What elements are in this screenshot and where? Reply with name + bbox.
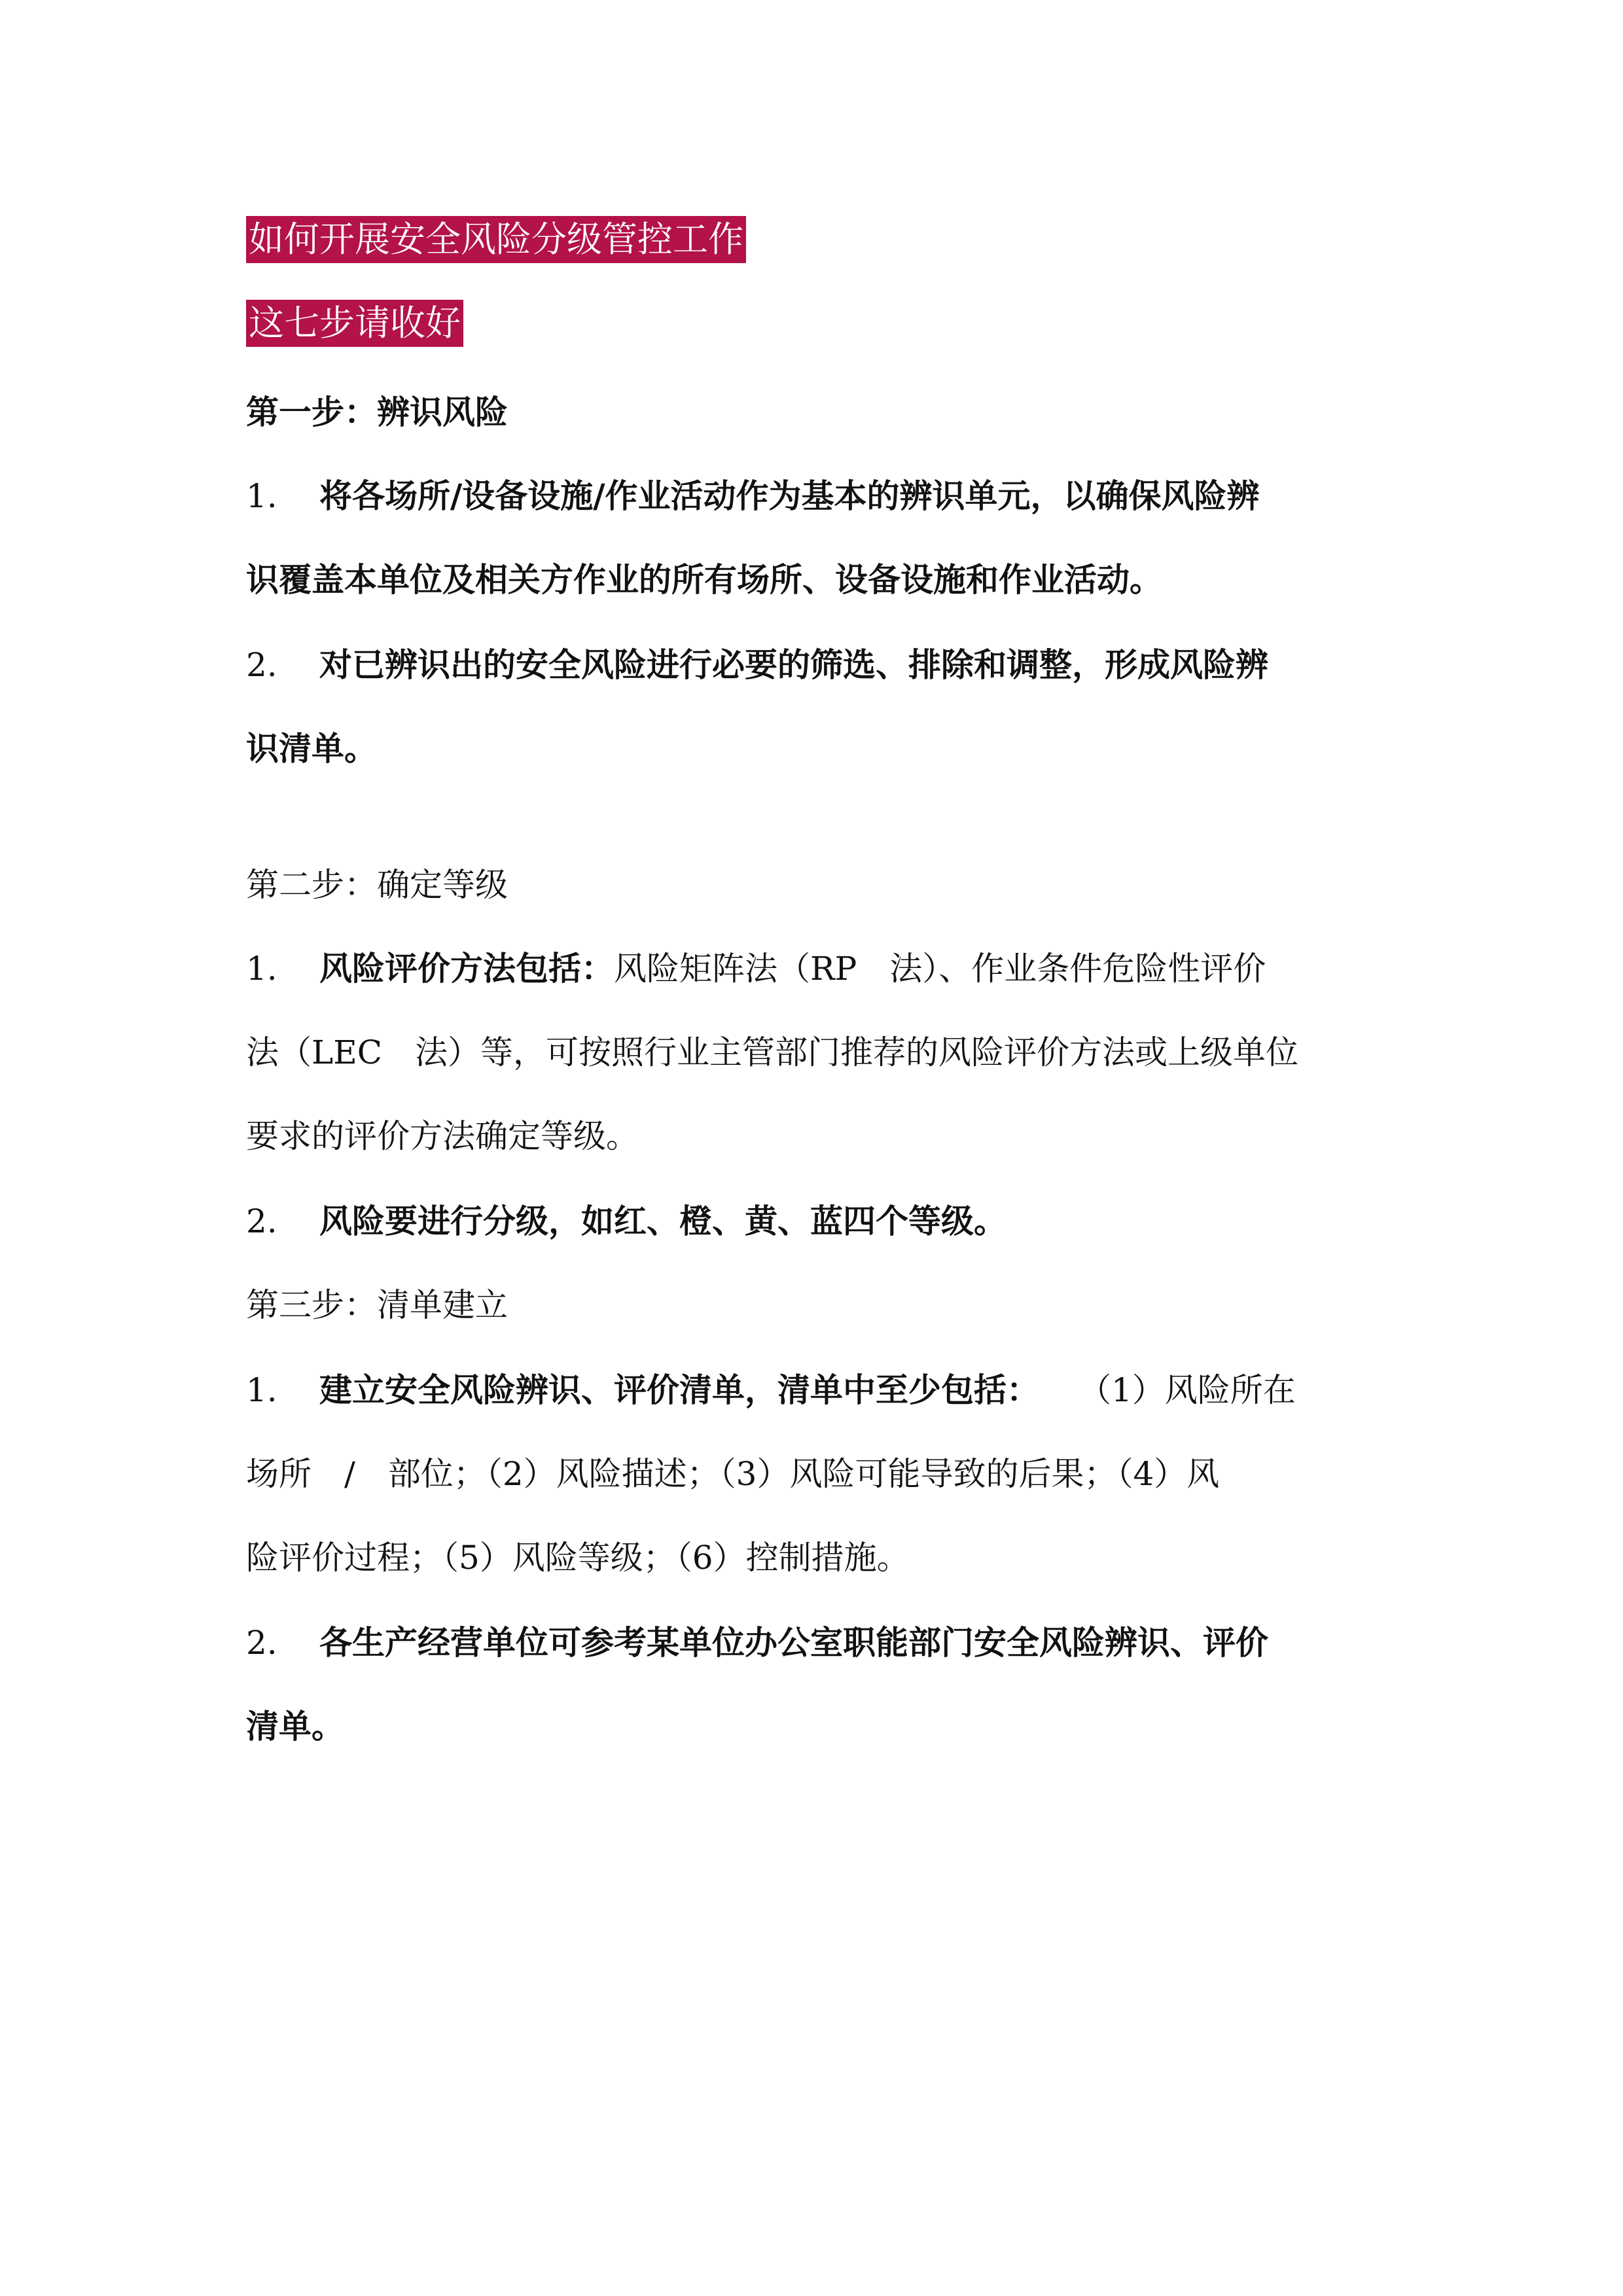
step3-item1-line3: 险评价过程；（5）风险等级；（6）控制措施。 [246,1539,910,1577]
step3-item1-lead: 建立安全风险辨识、评价清单，清单中至少包括： [319,1371,1039,1409]
step3-item2-text: 各生产经营单位可参考某单位办公室职能部门安全风险辨识、评价 [319,1623,1268,1662]
step2-item1-number: 1. [246,950,277,988]
step2-heading: 第二步：确定等级 [246,866,508,904]
step1-item1-number: 1. [246,477,277,515]
step2-item1-line1 [246,948,1266,990]
title-line-1: 如何开展安全风险分级管控工作 [246,216,746,263]
step3-item1-line2: 场所 / 部位；（2）风险描述；（3）风险可能导致的后果；（4）风 [246,1455,1220,1493]
step3-item2-number: 2. [246,1624,277,1662]
step3-item1-number: 1. [246,1371,277,1409]
step1-item2-text: 对已辨识出的安全风险进行必要的筛选、排除和调整，形成风险辨 [319,645,1268,684]
step3-item1-line1 [246,1369,1296,1411]
step2-item1-text: 风险矩阵法（RP 法）、作业条件危险性评价 [614,950,1266,988]
step2-item2-text: 风险要进行分级，如红、橙、黄、蓝四个等级。 [319,1202,1007,1240]
step1-item1-line1 [246,475,1260,517]
step3-item2-line1 [246,1622,1268,1664]
step2-item1-line2: 法（LEC 法）等，可按照行业主管部门推荐的风险评价方法或上级单位 [246,1033,1298,1071]
step2-item1-lead: 风险评价方法包括： [319,949,614,988]
step3-item2-line2: 清单。 [246,1707,344,1746]
step2-item2-line1 [246,1200,1007,1242]
step3-item1-text: （1）风险所在 [1079,1371,1296,1409]
step2-item1-line3: 要求的评价方法确定等级。 [246,1117,639,1155]
step1-item1-line2: 识覆盖本单位及相关方作业的所有场所、设备设施和作业活动。 [246,560,1162,599]
step1-item2-number: 2. [246,646,277,684]
step1-item1-text: 将各场所/设备设施/作业活动作为基本的辨识单元，以确保风险辨 [319,476,1260,515]
step1-item2-line1 [246,644,1268,686]
step3-heading: 第三步：清单建立 [246,1286,508,1324]
step2-item2-number: 2. [246,1202,277,1240]
step1-item2-line2: 识清单。 [246,729,377,768]
title-line-2: 这七步请收好 [246,300,463,347]
step1-heading: 第一步：辨识风险 [246,393,508,431]
